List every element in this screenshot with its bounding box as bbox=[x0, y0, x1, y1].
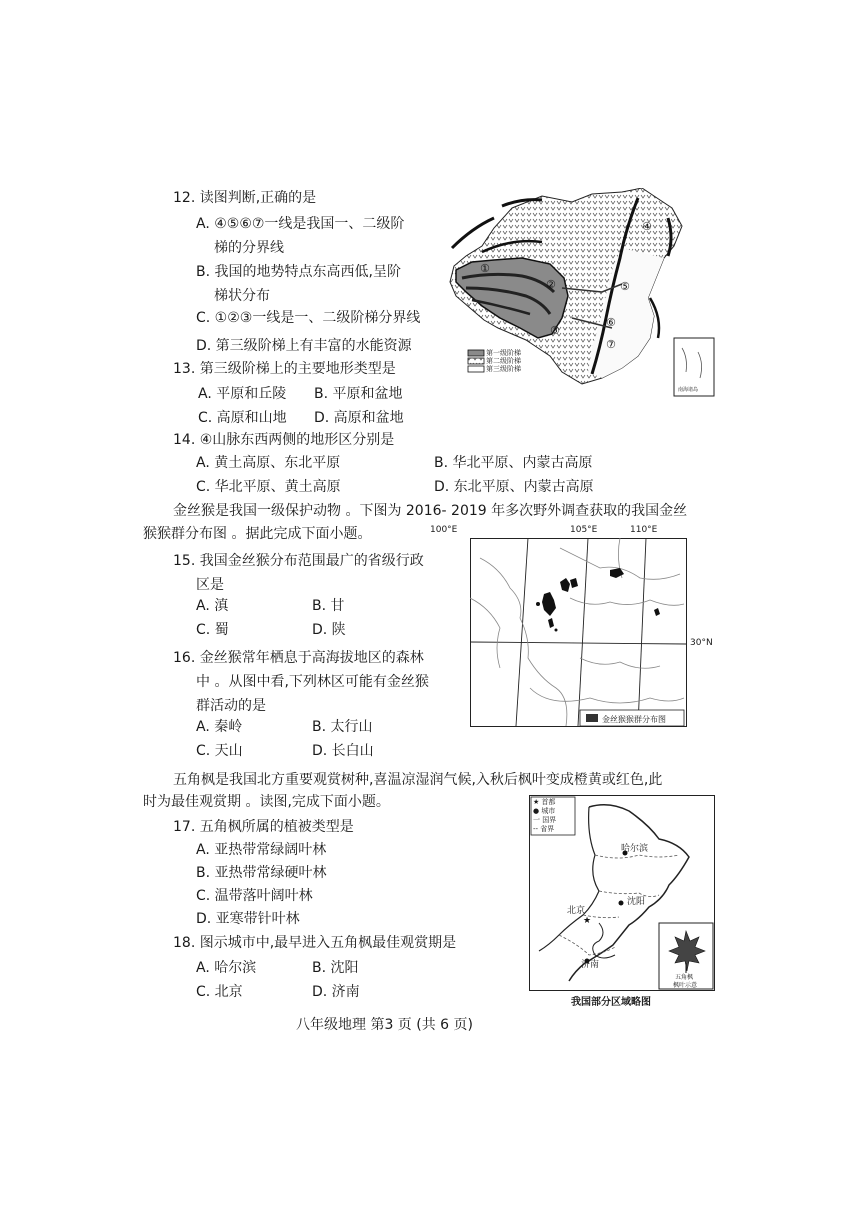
q13-option-a: A. 平原和丘陵 bbox=[198, 386, 287, 402]
q15-option-b: B. 甘 bbox=[312, 598, 345, 614]
beijing-star: ★ bbox=[583, 916, 592, 926]
maple-inset-label1: 五角枫 bbox=[675, 974, 694, 981]
q16-option-d: D. 长白山 bbox=[312, 743, 374, 759]
q13-option-b: B. 平原和盆地 bbox=[314, 386, 403, 402]
q17-option-c: C. 温带落叶阔叶林 bbox=[196, 888, 313, 904]
q15-option-c: C. 蜀 bbox=[196, 622, 229, 638]
lon-label-105: 105°E bbox=[570, 525, 598, 535]
golden-monkey-map-graphic bbox=[470, 538, 714, 728]
q17-option-a: A. 亚热带常绿阔叶林 bbox=[196, 842, 327, 858]
legend-province-border: -- 省界 bbox=[533, 825, 555, 833]
q16-stem-cont: 中 。从图中看,下列林区可能有金丝猴 bbox=[196, 674, 429, 690]
page-footer: 八年级地理 第3 页 (共 6 页) bbox=[296, 1017, 473, 1033]
city-label-harbin: 哈尔滨 bbox=[621, 844, 649, 854]
lat-label-30: 30°N bbox=[690, 638, 713, 648]
monkey-intro-line2: 猴猴群分布图 。据此完成下面小题。 bbox=[143, 526, 372, 542]
q18-option-c: C. 北京 bbox=[196, 984, 243, 1000]
q13-stem: 13. 第三级阶梯上的主要地形类型是 bbox=[173, 361, 396, 377]
legend-national-border: 一 国界 bbox=[533, 816, 557, 824]
q13-option-d: D. 高原和盆地 bbox=[314, 410, 404, 426]
q18-option-a: A. 哈尔滨 bbox=[196, 960, 257, 976]
northeast-region-map-graphic bbox=[529, 795, 715, 991]
q12-option-c: C. ①②③一线是一、二级阶梯分界线 bbox=[196, 310, 421, 326]
q17-option-b: B. 亚热带常绿硬叶林 bbox=[196, 865, 327, 881]
marker-6: ⑥ bbox=[606, 316, 616, 329]
marker-2: ② bbox=[546, 278, 556, 291]
marker-1: ① bbox=[480, 262, 490, 275]
q17-stem: 17. 五角枫所属的植被类型是 bbox=[173, 819, 354, 835]
terrain-steps-map bbox=[442, 188, 724, 400]
legend-city: ● 城市 bbox=[533, 807, 556, 815]
q15-stem-cont: 区是 bbox=[196, 577, 224, 593]
map3-caption: 我国部分区域略图 bbox=[571, 997, 651, 1008]
q15-option-d: D. 陕 bbox=[312, 622, 346, 638]
marker-4: ④ bbox=[642, 220, 652, 233]
maple-intro-line1: 五角枫是我国北方重要观赏树种,喜温凉湿润气候,入秋后枫叶变成橙黄或红色,此 bbox=[173, 772, 663, 788]
terrain-steps-map-graphic bbox=[442, 188, 724, 400]
q14-option-d: D. 东北平原、内蒙古高原 bbox=[434, 479, 594, 495]
northeast-region-map bbox=[529, 795, 715, 1009]
q12-option-a-cont: 梯的分界线 bbox=[214, 240, 284, 256]
golden-monkey-map bbox=[430, 525, 714, 728]
q17-option-d: D. 亚寒带针叶林 bbox=[196, 911, 300, 927]
q14-option-b: B. 华北平原、内蒙古高原 bbox=[434, 455, 593, 471]
lon-label-110: 110°E bbox=[630, 525, 658, 535]
legend-capital: ★ 首都 bbox=[533, 798, 556, 806]
lon-label-100: 100°E bbox=[430, 525, 458, 535]
q14-option-c: C. 华北平原、黄土高原 bbox=[196, 479, 341, 495]
q18-stem: 18. 图示城市中,最早进入五角枫最佳观赏期是 bbox=[173, 935, 457, 951]
q16-stem-cont2: 群活动的是 bbox=[196, 698, 266, 714]
q13-option-c: C. 高原和山地 bbox=[198, 410, 287, 426]
marker-5: ⑤ bbox=[620, 280, 630, 293]
q12-option-a: A. ④⑤⑥⑦一线是我国一、二级阶 bbox=[196, 216, 405, 232]
monkey-legend: 金丝猴猴群分布图 bbox=[602, 715, 666, 724]
legend-step-1: 第一级阶梯 bbox=[486, 349, 521, 357]
q14-stem: 14. ④山脉东西两侧的地形区分别是 bbox=[173, 432, 395, 448]
shenyang-dot bbox=[619, 901, 624, 906]
monkey-intro-line1: 金丝猴是我国一级保护动物 。下图为 2016- 2019 年多次野外调查获取的我国金丝 bbox=[173, 503, 688, 519]
q16-option-b: B. 太行山 bbox=[312, 719, 373, 735]
marker-3: ③ bbox=[550, 324, 560, 337]
q14-option-a: A. 黄土高原、东北平原 bbox=[196, 455, 341, 471]
city-label-beijing: 北京 bbox=[567, 906, 586, 916]
legend-step-3: 第三级阶梯 bbox=[486, 365, 521, 373]
q18-option-b: B. 沈阳 bbox=[312, 960, 359, 976]
q16-stem: 16. 金丝猴常年栖息于高海拔地区的森林 bbox=[173, 650, 424, 666]
maple-intro-line2: 时为最佳观赏期 。读图,完成下面小题。 bbox=[143, 794, 390, 810]
city-label-jinan: 济南 bbox=[581, 960, 600, 970]
marker-7: ⑦ bbox=[606, 338, 616, 351]
q12-option-b: B. 我国的地势特点东高西低,呈阶 bbox=[196, 264, 401, 280]
q12-stem: 12. 读图判断,正确的是 bbox=[173, 190, 317, 206]
q12-option-b-cont: 梯状分布 bbox=[214, 288, 270, 304]
maple-inset-label2: 枫叶示意 bbox=[673, 982, 698, 989]
q18-option-d: D. 济南 bbox=[312, 984, 360, 1000]
q16-option-c: C. 天山 bbox=[196, 743, 243, 759]
q12-option-d: D. 第三级阶梯上有丰富的水能资源 bbox=[196, 338, 412, 354]
city-label-shenyang: 沈阳 bbox=[627, 897, 646, 907]
legend-step-2: 第二级阶梯 bbox=[486, 357, 521, 365]
inset-label: 南海诸岛 bbox=[678, 387, 699, 393]
q16-option-a: A. 秦岭 bbox=[196, 719, 243, 735]
q15-option-a: A. 滇 bbox=[196, 598, 229, 614]
q15-stem: 15. 我国金丝猴分布范围最广的省级行政 bbox=[173, 553, 424, 569]
